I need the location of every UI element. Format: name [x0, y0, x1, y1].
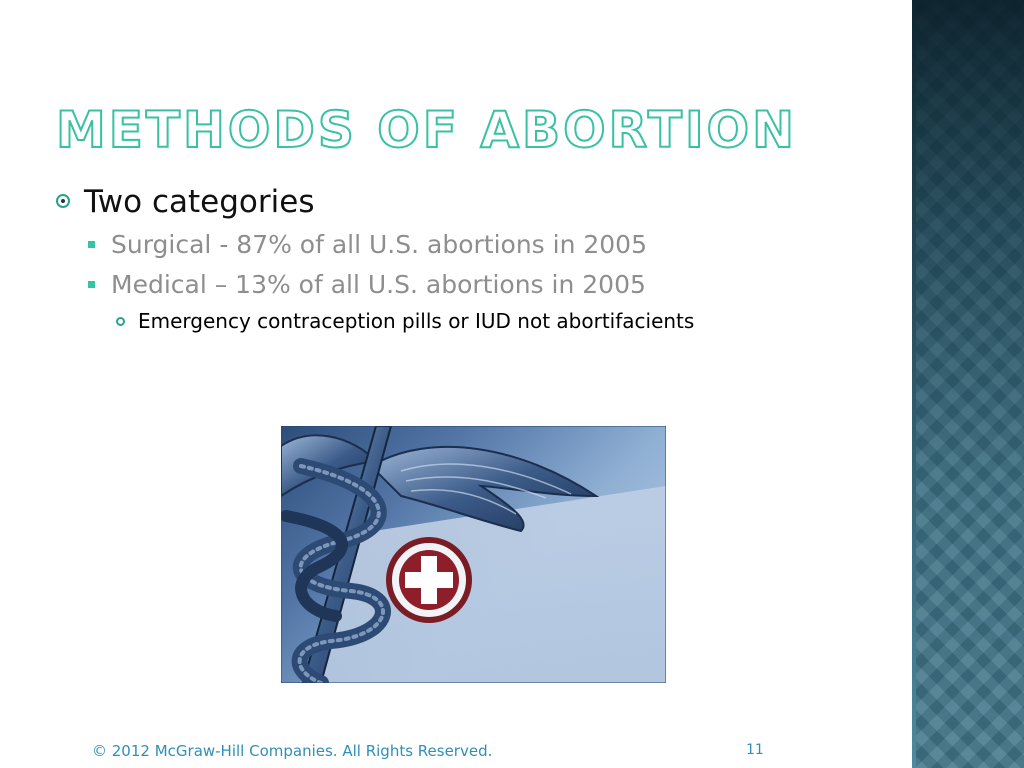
- caduceus-photo: [281, 426, 666, 683]
- slide-title: METHODS OF ABORTION: [56, 101, 797, 159]
- bullet-text-emergency-contraception: Emergency contraception pills or IUD not abortifacients: [138, 309, 695, 333]
- ring-bullet-icon: [116, 317, 125, 326]
- caduceus-with-red-cross-icon: [281, 426, 666, 683]
- decorative-side-band: [912, 0, 1024, 768]
- circle-bullet-icon: [56, 194, 70, 208]
- square-bullet-icon: [88, 281, 95, 288]
- square-bullet-icon: [88, 241, 95, 248]
- bullet-text-medical: Medical – 13% of all U.S. abortions in 2005: [111, 270, 646, 299]
- red-cross-seal-icon: [389, 540, 469, 620]
- bullet-text-surgical: Surgical - 87% of all U.S. abortions in 2005: [111, 230, 647, 259]
- bullet-text-two-categories: Two categories: [84, 184, 315, 220]
- copyright-footer: © 2012 McGraw-Hill Companies. All Rights Reserved.: [92, 742, 493, 760]
- page-number: 11: [746, 742, 764, 758]
